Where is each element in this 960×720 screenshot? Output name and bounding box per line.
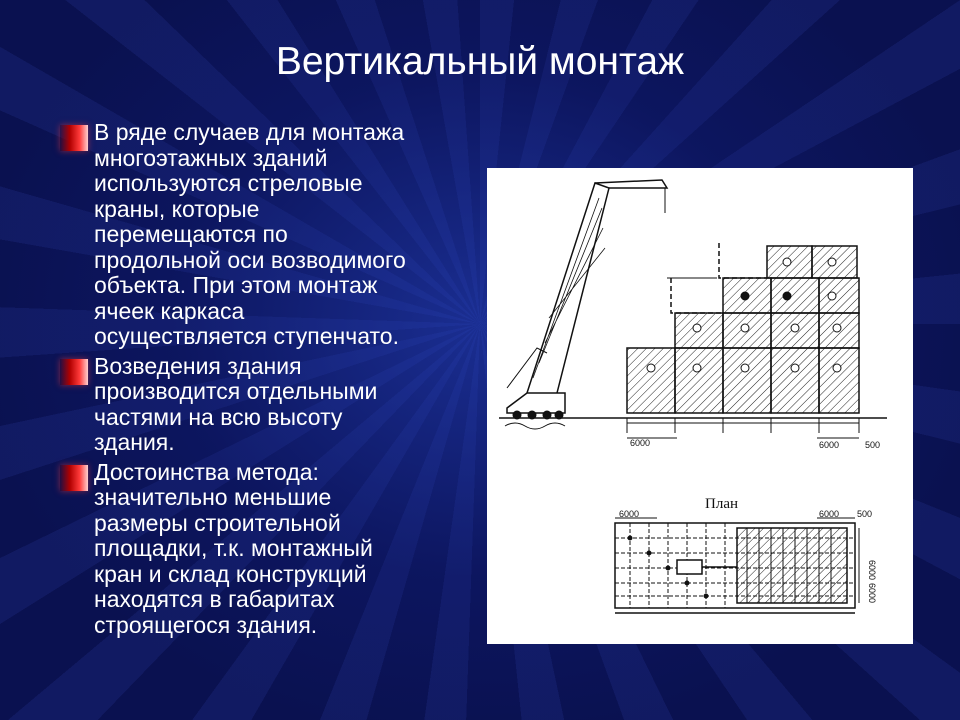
bullet-text: В ряде случаев для монтажа многоэтажных зданий используются стреловые краны, которые перемещаются по продольной оси возводимого объекта. При этом монтаж ячеек каркаса осуществляется ступенчато. bbox=[94, 119, 406, 349]
building-elevation bbox=[627, 243, 859, 438]
dim-plan-side-b: 6000 bbox=[867, 583, 877, 604]
bullet-marker-icon bbox=[60, 125, 88, 151]
dim-elev-right-b: 500 bbox=[865, 440, 881, 450]
dim-elev-right-a: 6000 bbox=[819, 440, 840, 450]
bullet-marker-icon bbox=[60, 359, 88, 385]
dim-elev-left: 6000 bbox=[630, 438, 651, 448]
building-plan bbox=[615, 518, 859, 613]
bullet-item bbox=[60, 460, 470, 639]
bullet-list bbox=[60, 120, 470, 642]
bullet-text: Достоинства метода: значительно меньшие размеры строительной площадки, т.к. монтажный кран и склад конструкций находятся в габаритах строящегося здания. bbox=[94, 458, 373, 638]
ground-hatch bbox=[505, 423, 565, 429]
dim-plan-side-a: 6000 bbox=[867, 560, 877, 581]
construction-drawing bbox=[487, 168, 913, 644]
bullet-text: Возведения здания производится отдельными частями на всю высоту здания. bbox=[94, 352, 378, 455]
bullet-item bbox=[60, 120, 470, 350]
plan-label: План bbox=[705, 496, 739, 512]
bullet-item bbox=[60, 354, 470, 456]
drawing-svg bbox=[487, 168, 913, 644]
bullet-marker-icon bbox=[60, 465, 88, 491]
dim-plan-top-right-b: 500 bbox=[857, 509, 873, 519]
slide-title: Вертикальный монтаж bbox=[275, 40, 685, 83]
dim-plan-top-left: 6000 bbox=[619, 509, 640, 519]
dim-plan-top-right-a: 6000 bbox=[819, 509, 840, 519]
